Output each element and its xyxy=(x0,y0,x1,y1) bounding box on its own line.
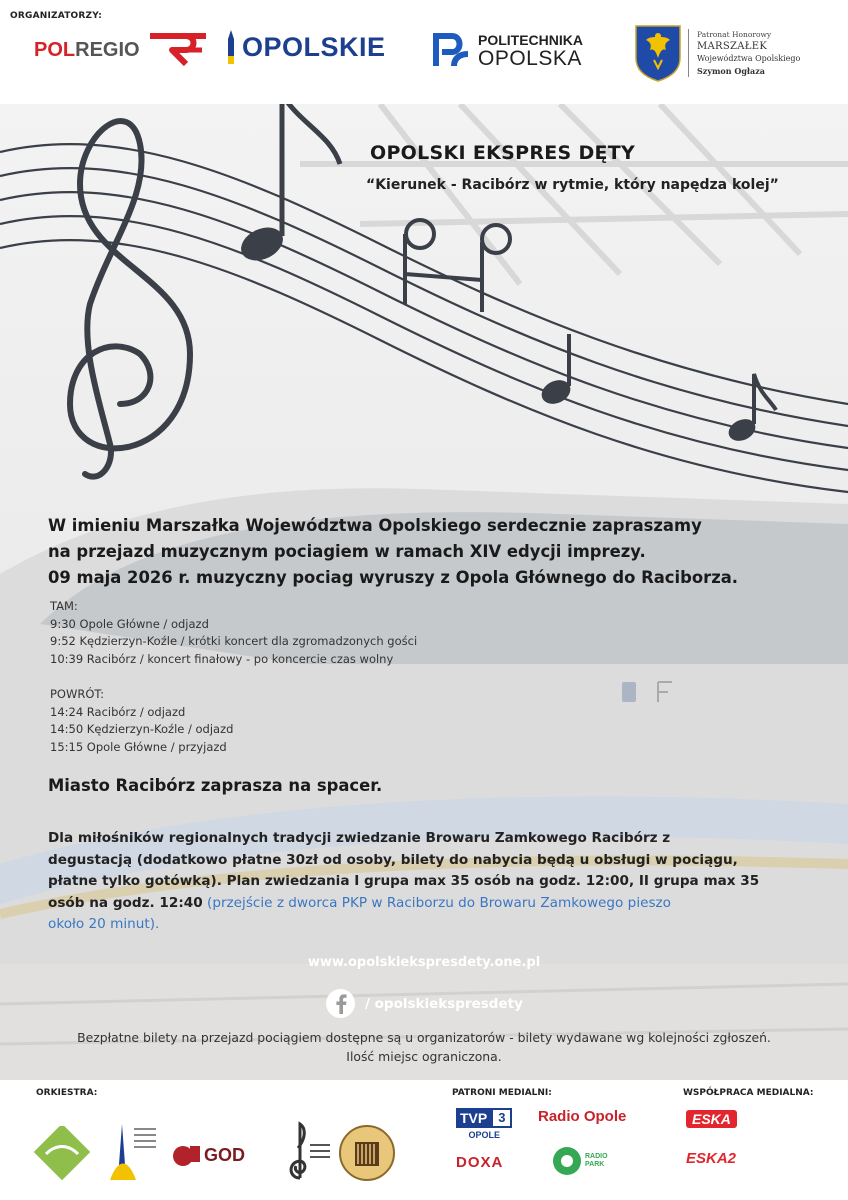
orchestra-logo-2 xyxy=(104,1118,160,1184)
tour-time: osób na godz. 12:40 xyxy=(48,894,203,911)
tour-line xyxy=(48,893,828,915)
free-tickets-note xyxy=(0,1028,848,1066)
facebook-link[interactable] xyxy=(326,989,523,1018)
event-title: OPOLSKI EKSPRES DĘTY xyxy=(370,142,636,164)
schedule-item: 9:30 Opole Główne / odjazd xyxy=(50,616,209,631)
event-subtitle: “Kierunek - Racibórz w rytmie, który napędza kolej” xyxy=(366,177,779,193)
radio-park-logo xyxy=(552,1146,608,1176)
orchestra-logo-1 xyxy=(28,1126,92,1182)
polytechnic-orchestra-logo xyxy=(282,1118,332,1184)
god-text: GOD xyxy=(204,1144,246,1165)
god-orchestra-logo xyxy=(172,1142,245,1168)
polregio-regio-text: REGIO xyxy=(75,38,140,61)
opolskie-logo xyxy=(224,30,386,64)
politechnika-line2: OPOLSKA xyxy=(478,46,582,70)
schedule-item: 9:52 Kędzierzyn-Koźle / krótki koncert dla zgromadzonych gości xyxy=(50,634,418,648)
polregio-emblem-icon xyxy=(146,32,210,68)
tour-line: płatne tylko gotówką). Plan zwiedzania I grupa max 35 osób na godz. 12:00, II grupa max 35 xyxy=(48,873,760,889)
politechnika-line1: POLITECHNIKA xyxy=(478,31,583,48)
invitation-line: na przejazd muzycznym pociagiem w ramach XIV edycji imprezy. xyxy=(48,542,646,561)
organizers-label: ORGANIZATORZY: xyxy=(10,11,102,21)
tvp-text: TVP xyxy=(456,1108,491,1128)
city-walk-heading: Miasto Racibórz zaprasza na spacer. xyxy=(48,776,383,795)
patron-line1: Patronat Honorowy xyxy=(697,30,772,39)
free-tickets-line: Ilość miejsc ograniczona. xyxy=(346,1049,502,1064)
outbound-label: TAM: xyxy=(50,599,78,613)
outbound-schedule xyxy=(50,598,417,668)
radio-park-line1: RADIO xyxy=(585,1153,608,1160)
eska2-logo: ESKA2 xyxy=(686,1150,737,1167)
accordion-orchestra-logo xyxy=(338,1124,396,1182)
invitation-line: 09 maja 2026 r. muzyczny pociag wyruszy z Opola Głównego do Raciborza. xyxy=(48,568,739,587)
brewery-tour-text xyxy=(48,828,828,936)
schedule-item: 14:24 Racibórz / odjazd xyxy=(50,704,186,719)
patron-line3: Województwa Opolskiego xyxy=(697,54,801,63)
polregio-pol-text: POL xyxy=(34,38,76,61)
tour-walk-info: (przejście z dworca PKP w Raciborzu do Browaru Zamkowego pieszo xyxy=(202,894,671,911)
politechnika-emblem-icon xyxy=(432,32,470,70)
patron-line2: MARSZAŁEK xyxy=(697,41,768,52)
tvp-city: OPOLE xyxy=(468,1130,500,1140)
patron-line4: Szymon Ogłaza xyxy=(697,66,765,76)
honorary-patron xyxy=(634,24,800,82)
invitation-text xyxy=(48,513,738,591)
opolskie-tower-icon xyxy=(224,30,238,64)
voivodeship-coat-of-arms-icon xyxy=(634,24,682,82)
radio-opole-logo: Radio Opole xyxy=(538,1108,627,1125)
facebook-icon xyxy=(326,989,355,1018)
invitation-line: W imieniu Marszałka Województwa Opolskiego serdecznie zapraszamy xyxy=(48,516,702,535)
return-schedule xyxy=(50,686,233,756)
website-link[interactable]: www.opolskiekspresdety.one.pl xyxy=(307,955,541,970)
radio-park-icon xyxy=(552,1146,582,1176)
music-staff-decoration xyxy=(0,104,848,504)
opolskie-text: OPOLSKIE xyxy=(242,31,386,62)
media-patrons-label: PATRONI MEDIALNI: xyxy=(452,1088,552,1098)
tour-line: Dla miłośników regionalnych tradycji zwiedzanie Browaru Zamkowego Racibórz z xyxy=(48,830,671,846)
free-tickets-line: Bezpłatne bilety na przejazd pociągiem dostępne są u organizatorów - bilety wydawane wg kolejności zgłoszeń. xyxy=(77,1030,771,1045)
tvp-number: 3 xyxy=(491,1108,512,1128)
tuba-icon xyxy=(172,1142,202,1168)
radio-doxa-logo: DOXA xyxy=(456,1154,504,1171)
schedule-item: 14:50 Kędzierzyn-Koźle / odjazd xyxy=(50,722,234,736)
radio-park-line2: PARK xyxy=(585,1161,605,1168)
politechnika-logo xyxy=(432,32,583,70)
tour-line: degustacją (dodatkowo płatne 30zł od osoby, bilety do nabycia będą u obsługi w pociągu, xyxy=(48,851,738,868)
tour-walk-info: około 20 minut). xyxy=(48,916,160,932)
polregio-logo xyxy=(34,32,210,68)
return-label: POWRÓT: xyxy=(50,687,105,701)
schedule-item: 15:15 Opole Główne / przyjazd xyxy=(50,739,227,754)
orchestra-label: ORKIESTRA: xyxy=(36,1088,98,1098)
eska-logo: ESKA xyxy=(686,1110,737,1128)
facebook-handle: / opolskiekspresdety xyxy=(365,995,523,1012)
schedule-item: 10:39 Racibórz / koncert finałowy - po koncercie czas wolny xyxy=(50,651,394,666)
tvp3-opole-logo xyxy=(456,1108,512,1140)
patron-divider xyxy=(688,29,689,77)
media-cooperation-label: WSPÓŁPRACA MEDIALNA: xyxy=(683,1088,814,1098)
